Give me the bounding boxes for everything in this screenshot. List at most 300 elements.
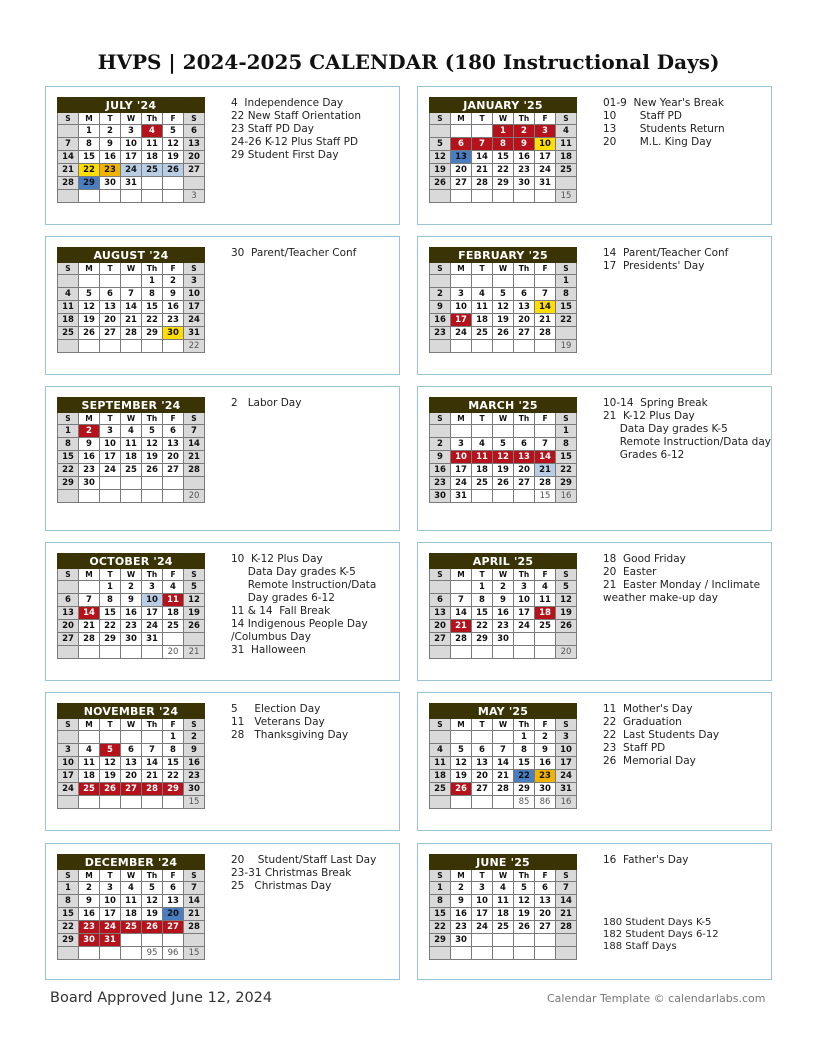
- day-cell: 26: [493, 477, 514, 490]
- day-cell: 30: [430, 490, 451, 503]
- day-cell: 29: [142, 327, 163, 340]
- month-header: AUGUST '24: [58, 248, 205, 263]
- day-cell: [493, 490, 514, 503]
- weekday-label: M: [451, 113, 472, 125]
- day-cell: 9: [451, 895, 472, 908]
- note-line: 22 Last Students Day: [603, 729, 720, 741]
- day-cell: 5: [163, 125, 184, 138]
- note-line: Data Day grades K-5: [603, 423, 728, 435]
- day-cell: 14: [58, 151, 79, 164]
- day-cell: 22: [58, 921, 79, 934]
- day-cell: 12: [430, 151, 451, 164]
- day-cell: 5: [493, 288, 514, 301]
- weekday-label: S: [184, 719, 205, 731]
- weekday-label: T: [472, 263, 493, 275]
- day-cell: 6: [163, 425, 184, 438]
- day-count: 21: [184, 646, 205, 659]
- day-cell: [58, 190, 79, 203]
- day-cell: 29: [472, 633, 493, 646]
- day-cell: 11: [472, 301, 493, 314]
- day-cell: [430, 125, 451, 138]
- note-line: 28 Thanksgiving Day: [231, 729, 349, 741]
- day-cell: 19: [142, 451, 163, 464]
- note-line: 11 Mother's Day: [603, 703, 693, 715]
- note-line: 10 K-12 Plus Day: [231, 553, 323, 565]
- day-cell: [163, 190, 184, 203]
- weekday-label: S: [58, 569, 79, 581]
- note-line: 21 Easter Monday / Inclimate: [603, 579, 761, 591]
- day-cell: 11: [142, 138, 163, 151]
- weekday-label: Th: [142, 569, 163, 581]
- day-cell: 23: [514, 164, 535, 177]
- day-cell: 11: [493, 895, 514, 908]
- weekday-label: Th: [142, 870, 163, 882]
- month-header: JULY '24: [58, 98, 205, 113]
- weekday-label: Th: [142, 113, 163, 125]
- day-cell: 12: [493, 451, 514, 464]
- day-cell: 23: [493, 620, 514, 633]
- day-cell: 15: [100, 607, 121, 620]
- day-cell: 13: [514, 451, 535, 464]
- day-cell: 16: [451, 908, 472, 921]
- note-line: Day grades 6-12: [231, 592, 335, 604]
- day-cell: [142, 190, 163, 203]
- day-cell: 2: [514, 125, 535, 138]
- day-cell: 27: [163, 464, 184, 477]
- day-cell: 1: [493, 125, 514, 138]
- day-cell: 9: [535, 744, 556, 757]
- month-panel: [45, 692, 400, 831]
- weekday-label: F: [535, 413, 556, 425]
- day-cell: [472, 125, 493, 138]
- day-cell: 24: [121, 164, 142, 177]
- note-line: 5 Election Day: [231, 703, 321, 715]
- month-header: JANUARY '25: [430, 98, 577, 113]
- note-line: Grades 6-12: [603, 449, 685, 461]
- day-cell: 17: [142, 607, 163, 620]
- note-line: 31 Halloween: [231, 644, 306, 656]
- day-cell: 3: [58, 744, 79, 757]
- month-header: JUNE '25: [430, 855, 577, 870]
- day-cell: 3: [451, 288, 472, 301]
- day-cell: 14: [79, 607, 100, 620]
- day-cell: [535, 190, 556, 203]
- day-cell: [535, 646, 556, 659]
- day-cell: 23: [163, 314, 184, 327]
- day-cell: 18: [121, 451, 142, 464]
- weekday-label: T: [100, 569, 121, 581]
- day-cell: 2: [121, 581, 142, 594]
- day-cell: [451, 731, 472, 744]
- month-calendar: [57, 854, 205, 960]
- weekday-label: T: [100, 413, 121, 425]
- month-panel: [45, 86, 400, 225]
- day-cell: [100, 796, 121, 809]
- day-cell: 7: [58, 138, 79, 151]
- day-cell: 27: [163, 921, 184, 934]
- month-calendar: [429, 247, 577, 353]
- day-cell: 14: [121, 301, 142, 314]
- day-cell: 10: [100, 895, 121, 908]
- day-cell: 21: [79, 620, 100, 633]
- day-cell: 23: [184, 770, 205, 783]
- day-cell: 28: [184, 921, 205, 934]
- month-calendar: [429, 397, 577, 503]
- day-cell: 18: [430, 770, 451, 783]
- day-cell: 16: [535, 757, 556, 770]
- month-calendar: [429, 97, 577, 203]
- day-cell: 27: [514, 477, 535, 490]
- day-cell: 29: [556, 477, 577, 490]
- day-cell: 4: [142, 125, 163, 138]
- day-cell: [58, 731, 79, 744]
- note-line: 23 Staff PD: [603, 742, 666, 754]
- weekday-label: S: [430, 870, 451, 882]
- weekday-label: S: [430, 263, 451, 275]
- day-cell: 2: [451, 882, 472, 895]
- day-cell: 18: [493, 908, 514, 921]
- day-cell: 20: [451, 164, 472, 177]
- day-cell: [535, 633, 556, 646]
- note-line: 21 K-12 Plus Day: [603, 410, 695, 422]
- day-cell: [514, 340, 535, 353]
- day-cell: 7: [184, 882, 205, 895]
- day-cell: 11: [58, 301, 79, 314]
- day-cell: 16: [493, 607, 514, 620]
- day-cell: 17: [514, 607, 535, 620]
- weekday-label: Th: [142, 413, 163, 425]
- day-cell: 14: [142, 757, 163, 770]
- note-line: 4 Independence Day: [231, 97, 344, 109]
- day-cell: 11: [430, 757, 451, 770]
- weekday-label: F: [535, 870, 556, 882]
- day-cell: 3: [184, 275, 205, 288]
- day-cell: [58, 947, 79, 960]
- day-cell: [79, 947, 100, 960]
- month-notes: [231, 247, 396, 260]
- day-cell: [451, 796, 472, 809]
- day-cell: 15: [556, 451, 577, 464]
- day-cell: 5: [451, 744, 472, 757]
- day-cell: [472, 275, 493, 288]
- day-cell: 6: [100, 288, 121, 301]
- weekday-label: T: [100, 263, 121, 275]
- day-cell: 2: [79, 425, 100, 438]
- day-cell: [163, 340, 184, 353]
- day-cell: 21: [184, 908, 205, 921]
- weekday-label: M: [79, 719, 100, 731]
- day-cell: [451, 581, 472, 594]
- weekday-label: W: [121, 113, 142, 125]
- day-cell: 20: [184, 151, 205, 164]
- day-cell: [451, 646, 472, 659]
- day-cell: [472, 190, 493, 203]
- day-cell: [184, 934, 205, 947]
- month-panel: [45, 386, 400, 531]
- day-cell: [514, 934, 535, 947]
- day-count: 15: [184, 947, 205, 960]
- day-cell: 21: [535, 464, 556, 477]
- day-cell: 25: [472, 327, 493, 340]
- day-cell: 30: [514, 177, 535, 190]
- day-cell: 17: [121, 151, 142, 164]
- weekday-label: W: [493, 569, 514, 581]
- day-cell: [121, 947, 142, 960]
- day-cell: 7: [121, 288, 142, 301]
- day-cell: [535, 425, 556, 438]
- day-cell: 19: [100, 770, 121, 783]
- day-cell: [451, 340, 472, 353]
- day-cell: 1: [58, 425, 79, 438]
- day-cell: [451, 190, 472, 203]
- day-cell: 22: [100, 620, 121, 633]
- day-cell: [430, 947, 451, 960]
- day-cell: 28: [142, 783, 163, 796]
- day-cell: [79, 731, 100, 744]
- day-cell: [535, 934, 556, 947]
- day-cell: 24: [100, 464, 121, 477]
- month-notes: [231, 97, 396, 162]
- day-cell: 31: [142, 633, 163, 646]
- day-cell: 14: [556, 895, 577, 908]
- day-cell: 13: [430, 607, 451, 620]
- day-cell: [472, 340, 493, 353]
- day-cell: 4: [121, 425, 142, 438]
- day-cell: 18: [535, 607, 556, 620]
- day-cell: 3: [556, 731, 577, 744]
- day-cell: 29: [100, 633, 121, 646]
- day-cell: 15: [58, 451, 79, 464]
- day-count: 22: [184, 340, 205, 353]
- month-calendar: [429, 553, 577, 659]
- day-cell: 7: [472, 138, 493, 151]
- day-cell: 11: [121, 438, 142, 451]
- day-cell: 21: [535, 314, 556, 327]
- day-cell: 27: [472, 783, 493, 796]
- day-cell: 12: [184, 594, 205, 607]
- day-cell: 26: [79, 327, 100, 340]
- day-cell: [556, 934, 577, 947]
- day-cell: 13: [514, 301, 535, 314]
- day-cell: 4: [79, 744, 100, 757]
- day-cell: 7: [556, 882, 577, 895]
- note-line: Data Day grades K-5: [231, 566, 356, 578]
- day-cell: 25: [493, 921, 514, 934]
- day-cell: 29: [430, 934, 451, 947]
- note-line: 23-31 Christmas Break: [231, 867, 352, 879]
- day-cell: 26: [430, 177, 451, 190]
- day-cell: 7: [535, 438, 556, 451]
- note-line: 2 Labor Day: [231, 397, 302, 409]
- note-line: 25 Christmas Day: [231, 880, 332, 892]
- day-cell: 8: [493, 138, 514, 151]
- day-count: 3: [184, 190, 205, 203]
- weekday-label: S: [430, 719, 451, 731]
- month-header: MAY '25: [430, 704, 577, 719]
- day-cell: 18: [79, 770, 100, 783]
- day-count: 95: [142, 947, 163, 960]
- day-cell: 9: [184, 744, 205, 757]
- day-cell: 15: [142, 301, 163, 314]
- day-cell: 30: [79, 934, 100, 947]
- day-cell: [100, 947, 121, 960]
- month-panel: [417, 86, 772, 225]
- day-cell: 3: [535, 125, 556, 138]
- day-cell: 16: [79, 908, 100, 921]
- day-cell: 26: [142, 464, 163, 477]
- day-cell: 16: [121, 607, 142, 620]
- day-cell: 16: [79, 451, 100, 464]
- day-count: 85: [514, 796, 535, 809]
- day-cell: 4: [556, 125, 577, 138]
- weekday-label: F: [535, 113, 556, 125]
- day-cell: [430, 190, 451, 203]
- day-cell: 23: [430, 327, 451, 340]
- day-cell: [79, 581, 100, 594]
- day-cell: 20: [58, 620, 79, 633]
- day-cell: [514, 275, 535, 288]
- note-line: 20 Easter: [603, 566, 657, 578]
- day-cell: 4: [163, 581, 184, 594]
- day-cell: [472, 796, 493, 809]
- day-cell: 10: [451, 301, 472, 314]
- day-cell: [514, 646, 535, 659]
- weekday-label: F: [163, 413, 184, 425]
- weekday-label: T: [100, 870, 121, 882]
- day-cell: [493, 934, 514, 947]
- day-count: 20: [184, 490, 205, 503]
- day-cell: 21: [493, 770, 514, 783]
- day-cell: 9: [100, 138, 121, 151]
- day-cell: 6: [514, 438, 535, 451]
- weekday-label: T: [472, 569, 493, 581]
- day-cell: 4: [493, 882, 514, 895]
- day-cell: 30: [184, 783, 205, 796]
- weekday-label: F: [163, 263, 184, 275]
- day-cell: 14: [535, 301, 556, 314]
- note-line: weather make-up day: [603, 592, 718, 604]
- month-calendar: [429, 703, 577, 809]
- weekday-label: F: [163, 870, 184, 882]
- day-cell: [58, 646, 79, 659]
- day-cell: 1: [556, 425, 577, 438]
- day-cell: 6: [535, 882, 556, 895]
- day-cell: 10: [142, 594, 163, 607]
- day-cell: 20: [535, 908, 556, 921]
- day-cell: 18: [142, 151, 163, 164]
- weekday-label: Th: [142, 719, 163, 731]
- weekday-label: S: [58, 719, 79, 731]
- day-cell: 25: [430, 783, 451, 796]
- day-cell: 29: [163, 783, 184, 796]
- day-cell: 3: [121, 125, 142, 138]
- weekday-label: S: [556, 870, 577, 882]
- day-cell: 25: [79, 783, 100, 796]
- day-cell: 11: [79, 757, 100, 770]
- day-cell: 22: [514, 770, 535, 783]
- day-cell: 25: [58, 327, 79, 340]
- month-calendar: [57, 703, 205, 809]
- note-line: 29 Student First Day: [231, 149, 339, 161]
- month-notes: [603, 247, 768, 273]
- day-cell: 5: [556, 581, 577, 594]
- day-cell: 17: [451, 464, 472, 477]
- day-cell: 4: [121, 882, 142, 895]
- day-cell: 15: [556, 301, 577, 314]
- day-cell: 24: [556, 770, 577, 783]
- day-cell: 24: [58, 783, 79, 796]
- month-panel: [45, 236, 400, 375]
- day-cell: 2: [100, 125, 121, 138]
- day-cell: 24: [535, 164, 556, 177]
- calendar-template-credit: Calendar Template © calendarlabs.com: [547, 992, 766, 1005]
- weekday-label: T: [472, 413, 493, 425]
- day-count: 86: [535, 796, 556, 809]
- weekday-label: Th: [514, 719, 535, 731]
- day-cell: 6: [430, 594, 451, 607]
- day-cell: 2: [184, 731, 205, 744]
- day-cell: [142, 177, 163, 190]
- day-cell: 25: [535, 620, 556, 633]
- day-cell: [514, 190, 535, 203]
- day-cell: 13: [58, 607, 79, 620]
- weekday-label: F: [163, 113, 184, 125]
- day-cell: 9: [79, 438, 100, 451]
- day-cell: 27: [451, 177, 472, 190]
- day-cell: [184, 177, 205, 190]
- note-line: 26 Memorial Day: [603, 755, 696, 767]
- day-cell: 29: [493, 177, 514, 190]
- day-cell: 23: [121, 620, 142, 633]
- weekday-label: W: [121, 263, 142, 275]
- month-notes: [603, 97, 768, 149]
- weekday-label: F: [163, 719, 184, 731]
- note-line: 17 Presidents' Day: [603, 260, 705, 272]
- day-cell: 30: [535, 783, 556, 796]
- note-line: 30 Parent/Teacher Conf: [231, 247, 357, 259]
- day-cell: [100, 477, 121, 490]
- day-cell: 26: [514, 921, 535, 934]
- weekday-label: M: [451, 413, 472, 425]
- weekday-label: F: [535, 263, 556, 275]
- day-cell: 22: [556, 314, 577, 327]
- note-line: 20 M.L. King Day: [603, 136, 712, 148]
- day-cell: [163, 633, 184, 646]
- day-cell: 14: [472, 151, 493, 164]
- weekday-label: Th: [514, 263, 535, 275]
- day-cell: [184, 633, 205, 646]
- day-cell: 10: [58, 757, 79, 770]
- day-cell: 31: [556, 783, 577, 796]
- day-cell: [163, 490, 184, 503]
- weekday-label: W: [121, 569, 142, 581]
- day-cell: 28: [451, 633, 472, 646]
- month-notes: [603, 397, 771, 462]
- day-cell: 28: [535, 327, 556, 340]
- day-cell: 28: [79, 633, 100, 646]
- note-line: Remote Instruction/Data day: [603, 436, 771, 448]
- weekday-label: W: [493, 263, 514, 275]
- weekday-label: S: [556, 569, 577, 581]
- day-cell: 14: [184, 895, 205, 908]
- day-cell: 19: [514, 908, 535, 921]
- day-cell: [79, 490, 100, 503]
- day-cell: 22: [58, 464, 79, 477]
- day-cell: 3: [472, 882, 493, 895]
- day-cell: 19: [79, 314, 100, 327]
- month-notes: [231, 703, 396, 742]
- day-cell: 4: [535, 581, 556, 594]
